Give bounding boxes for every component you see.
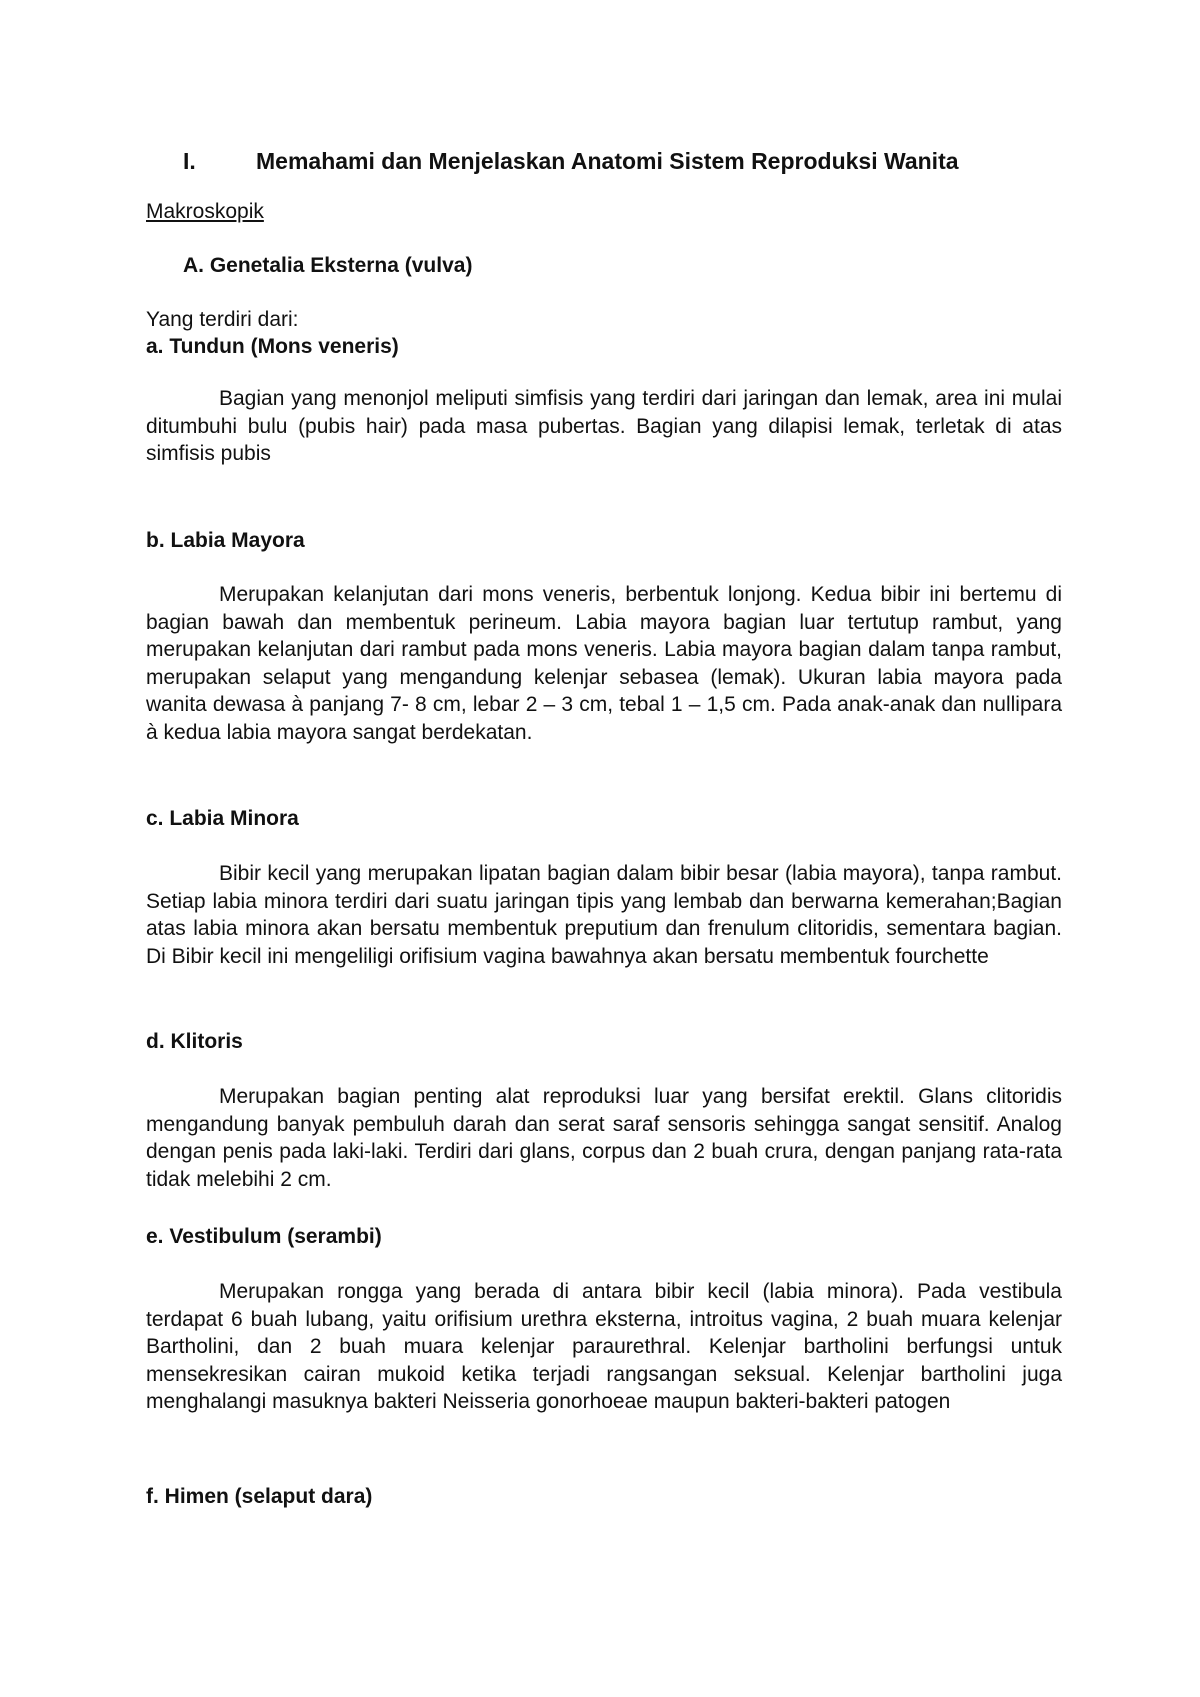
item-heading-himen: f. Himen (selaput dara)	[146, 1485, 373, 1508]
item-heading-vestibulum: e. Vestibulum (serambi)	[146, 1225, 382, 1248]
item-text-labia-minora: Bibir kecil yang merupakan lipatan bagian dalam bibir besar (labia mayora), tanpa rambut. Setiap labia minora terdiri dari suatu jaringan tipis yang lembab dan berwarna kemerahan;Bagian atas labia minora akan bersatu membentuk preputium dan frenulum clitoridis, sementara bagian. Di Bibir kecil ini mengeliligi orifisium vagina bawahnya akan bersatu membentuk fourchette	[146, 862, 1062, 968]
section-a-heading: A. Genetalia Eksterna (vulva)	[183, 254, 473, 277]
item-heading-tundun: a. Tundun (Mons veneris)	[146, 335, 399, 358]
main-heading	[183, 146, 1083, 176]
intro-text: Yang terdiri dari:	[146, 308, 299, 331]
item-text-klitoris: Merupakan bagian penting alat reproduksi luar yang bersifat erektil. Glans clitoridis mengandung banyak pembuluh darah dan serat saraf sensoris sehingga sangat sensitif. Analog dengan penis pada laki-laki. Terdiri dari glans, corpus dan 2 buah crura, dengan panjang rata-rata tidak melebihi 2 cm.	[146, 1085, 1062, 1191]
item-heading-labia-minora: c. Labia Minora	[146, 807, 299, 830]
item-text-labia-mayora: Merupakan kelanjutan dari mons veneris, berbentuk lonjong. Kedua bibir ini bertemu di bagian bawah dan membentuk perineum. Labia mayora bagian luar tertutup rambut, yang merupakan kelanjutan dari rambut pada mons veneris. Labia mayora bagian dalam tanpa rambut, merupakan selaput yang mengandung kelenjar sebasea (lemak). Ukuran labia mayora pada wanita dewasa à panjang 7- 8 cm, lebar 2 – 3 cm, tebal 1 – 1,5 cm. Pada anak-anak dan nullipara à kedua labia mayora sangat berdekatan.	[146, 583, 1062, 744]
item-heading-klitoris: d. Klitoris	[146, 1030, 243, 1053]
makroskopik-label: Makroskopik	[146, 200, 264, 223]
main-heading-number: I.	[183, 148, 196, 174]
item-text-vestibulum: Merupakan rongga yang berada di antara bibir kecil (labia minora). Pada vestibula terdapat 6 buah lubang, yaitu orifisium urethra eksterna, introitus vagina, 2 buah muara kelenjar Bartholini, dan 2 buah muara kelenjar paraurethral. Kelenjar bartholini berfungsi untuk mensekresikan cairan mukoid ketika terjadi rangsangan seksual. Kelenjar bartholini juga menghalangi masuknya bakteri Neisseria gonorhoeae maupun bakteri-bakteri patogen	[146, 1280, 1062, 1414]
item-heading-labia-mayora: b. Labia Mayora	[146, 529, 305, 552]
item-text-tundun: Bagian yang menonjol meliputi simfisis yang terdiri dari jaringan dan lemak, area ini mulai ditumbuhi bulu (pubis hair) pada masa pubertas. Bagian yang dilapisi lemak, terletak di atas simfisis pubis	[146, 387, 1062, 466]
main-heading-title: Memahami dan Menjelaskan Anatomi Sistem Reproduksi Wanita	[256, 148, 959, 174]
